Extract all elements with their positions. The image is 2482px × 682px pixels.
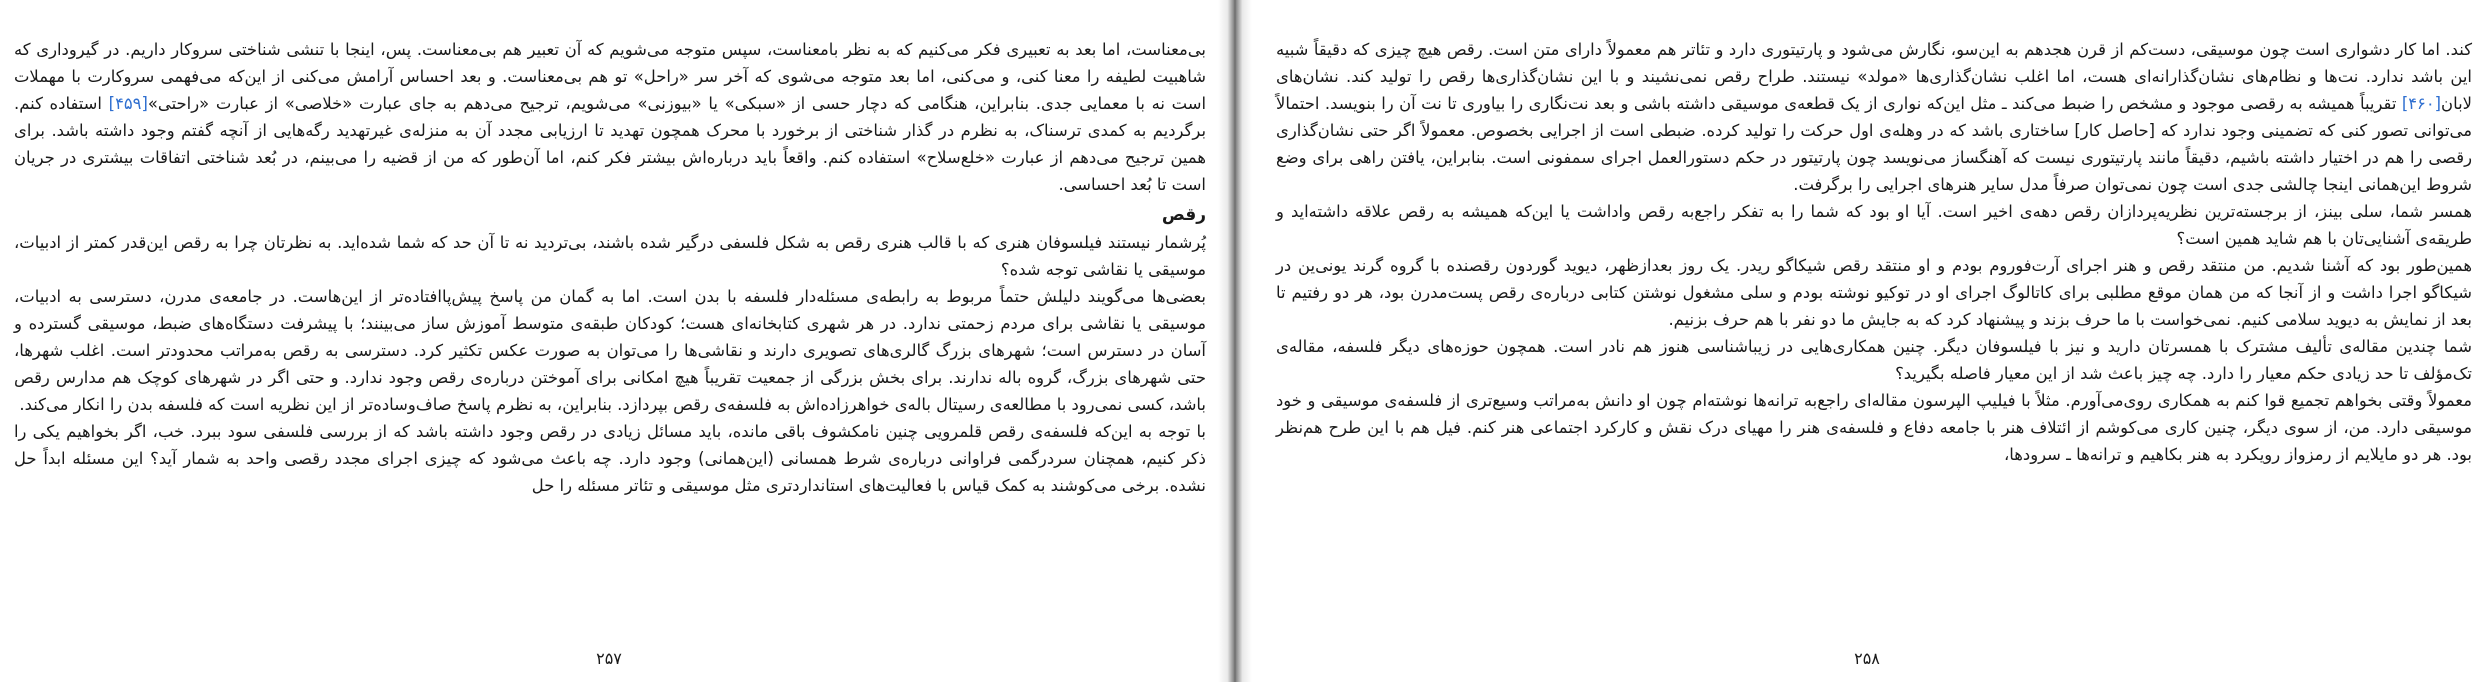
left-paragraph-2: بعضی‌ها می‌گویند دلیلش حتماً مربوط به رابطه‌ی مسئله‌دار فلسفه با بدن است. اما به گمان من پاسخ پیش‌پاافتاده‌تر از این‌هاست. در جامعه‌ی مدرن، دسترسی به ادبیات، موسیقی یا نقاشی برای مردم زحمتی ندارد. در هر شهری کتابخانه‌ای هست؛ کودکان طبقه‌ی متوسط آموزش ساز می‌بینند؛ با پیشرفت دستگاه‌های ضبط، موسیقی گسترده و آسان در دسترس است؛ شهرهای بزرگ گالری‌های تصویری دارند و نقاشی‌ها را می‌توان به صورت عکس تکثیر کرد. دسترسی به رقص به‌مراتب محدودتر است. اغلب شهرها، حتی شهرهای بزرگ، گروه باله ندارند. برای بخش بزرگی از جمعیت تقریباً هیچ امکانی برای آموختن درباره‌ی رقص وجود ندارد. و حتی اگر در شهرهای کوچک هم مدارس رقص باشد، کسی نمی‌رود با مطالعه‌ی رسیتال باله‌ی خواهرزاده‌اش به فلسفه‌ی رقص بپردازد. بنابراین، به نظرم پاسخ صاف‌وساده‌تر از این نظریه است که فلسفه بدن را انکار می‌کند. — [14, 287, 1206, 414]
left-page — [0, 0, 1218, 682]
footnote-ref-460[interactable]: [۴۶۰] — [2401, 94, 2442, 113]
right-paragraph-3: معمولاً وقتی بخواهم تجمیع قوا کنم به همکاری روی‌می‌آورم. مثلاً با فیلیپ الپرسون مقاله‌ای راجع‌به ترانه‌ها نوشته‌ام چون او دانش به‌مراتب وسیع‌تری از فلسفه‌ی موسیقی و خود موسیقی دارد. من، از سوی دیگر، چنین کاری می‌کوشم از ائتلاف هنر با جامعه دفاع و فلسفه‌ی هنر را مهیای درک نقش و کارکرد اجتماعی هنر کنم. فیل هم با این طرح هم‌نظر بود. هر دو مایلایم از رمزواز رویکرد به هنر بکاهیم و ترانه‌ها ـ سرودها، — [1276, 391, 2472, 464]
book-gutter — [1218, 0, 1252, 682]
footnote-ref-459[interactable]: [۴۵۹] — [108, 94, 148, 113]
left-paragraph-question: پُرشمار نیستند فیلسوفان هنری که با قالب هنری رقص به شکل فلسفی درگیر شده باشند، بی‌تردید نه تا آن حد که شما شده‌اید. به نظرتان چرا به رقص این‌قدر کمتر از ادبیات، موسیقی یا نقاشی توجه شده؟ — [14, 233, 1206, 279]
right-paragraph-question-2: شما چندین مقاله‌ی تألیف مشترک با همسرتان دارید و نیز با فیلسوفان دیگر. چنین همکاری‌هایی در زیباشناسی هنوز هم نادر است. همچون حوزه‌های دیگر فلسفه، مقاله‌ی تک‌مؤلف تا حد زیادی حکم معیار را دارد. چه چیز باعث شد از این معیار فاصله بگیرید؟ — [1276, 337, 2472, 383]
left-paragraph-1: بی‌معناست، اما بعد به تعبیری فکر می‌کنیم که به نظر بامعناست، سپس متوجه می‌شویم که آن تعبیر هم بی‌معناست. پس، اینجا با تنشی شناختی سروکار داریم. در گیروداری که شاهبیت لطیفه را معنا کنی، و می‌کنی، اما بعد متوجه می‌شوی که آخر سر «راحل» تو هم بی‌معناست. و بعد احساس آرامش می‌کنی از این‌که می‌فهمی سروکارت با مهملات است نه با معمایی جدی. بنابراین، هنگامی که دچار حسی از «سبکی» یا «بیوزنی» می‌شویم، ترجیح می‌دهم به جای عبارت «خلاصی» از عبارت «راحتی»[۴۵۹] استفاده کنم. برگردیم به کمدی ترسناک، به نظرم در گذار شناختی از برخورد با محرک همچون تهدید تا ارزیابی مجدد آن به منزله‌ی غیرتهدید رگه‌هایی از آنچه گفتم وجود داشته باشد. برای همین ترجیح می‌دهم از عبارت «خلع‌سلاح» استفاده کنم. واقعاً باید درباره‌اش بیشتر فکر کنم، اما آن‌طور که من از قضیه را می‌بینم، در بُعد شناختی اتفاقات بیشتری در جریان است تا بُعد احساسی. — [14, 40, 1206, 194]
right-paragraph-question-1: همسر شما، سلی بینز، از برجسته‌ترین نظریه‌پردازان رقص دهه‌ی اخیر است. آیا او بود که شما را به تفکر راجع‌به رقص واداشت یا این‌که همیشه به رقص علاقه داشته‌اید و طریقه‌ی آشنایی‌تان با هم شاید همین است؟ — [1276, 202, 2472, 248]
page-number-left: ۲۵۷ — [596, 649, 622, 668]
right-page — [1252, 0, 2482, 682]
right-paragraph-1: کند. اما کار دشواری است چون موسیقی، دست‌کم از قرن هجدهم به این‌سو، نگارش می‌شود و پارتیتوری دارد و تئاتر هم معمولاً دارای متن است. رقص هیچ چیزی که دقیقاً شبیه این باشد ندارد. نت‌ها و نظام‌های نشان‌گذارانه‌ای هست، اما اغلب نشان‌گذاری‌ها «مولد» نیستند. طراح رقص نمی‌نشیند و با این نشان‌گذاری‌ها رقص را تولید کند. نشان‌های لابان[۴۶۰] تقریباً همیشه به رقصی موجود و مشخص را ضبط می‌کند ـ مثل این‌که نواری از یک قطعه‌ی موسیقی داشته باشی و بعد نت‌نگاری را بیاوری تا نت آن را بنویسد. احتمالاً می‌توانی تصور کنی که تضمینی وجود ندارد که [حاصل کار] ساختاری باشد که در وهله‌ی اول حرکت را تولید کرده. ضبطی است از اجرایی بخصوص. معمولاً اگر حتی نشان‌گذاری رقصی را هم در اختیار داشته باشیم، دقیقاً مانند پارتیتوری نیست که آهنگساز می‌نویسد چون پارتیتور در حکم دستورالعمل اجرای سمفونی است. بنابراین، یافتن راهی برای وضع شروط این‌همانی اینجا چالشی جدی است چون نمی‌توان صرفاً مدل سایر هنرهای اجرایی را برگرفت. — [1276, 40, 2472, 194]
left-paragraph-3: با توجه به این‌که فلسفه‌ی رقص قلمرویی چنین نامکشوف باقی مانده، باید مسائل زیادی در رقص وجود داشته باشد که از بررسی فلسفی سود ببرد. خب، اگر بخواهیم یکی را ذکر کنیم، همچنان سردرگمی فراوانی درباره‌ی شرط همسانی (این‌همانی) وجود دارد. چه باعث می‌شود که چیزی اجرای مجدد رقصی واحد به شمار آید؟ این مسئله ابداً حل نشده. برخی می‌کوشند به کمک قیاس با فعالیت‌های استانداردتری مثل موسیقی و تئاتر مسئله را حل — [14, 422, 1206, 495]
section-heading-dance: رقص — [1161, 205, 1206, 225]
right-paragraph-2: همین‌طور بود که آشنا شدیم. من منتقد رقص و هنر اجرای آرت‌فوروم بودم و او منتقد رقص شیکاگو ریدر. یک روز بعدازظهر، دیوید گوردون رقصنده با گروه گرند یونی‌ین در شیکاگو اجرا داشت و از آنجا که من همان موقع مطلبی برای کاتالوگ اجرای او در توکیو نوشته بودم و سلی مشغول نوشتن کتابی درباره‌ی رقص پست‌مدرن بود، هر دو رفتیم تا بعد از نمایش به دیوید سلامی کنیم. نمی‌خواست با ما حرف بزند و پیشنهاد کرد که به جایش ما دو نفر با هم حرف بزنیم. — [1276, 256, 2472, 329]
page-number-right: ۲۵۸ — [1854, 649, 1880, 668]
